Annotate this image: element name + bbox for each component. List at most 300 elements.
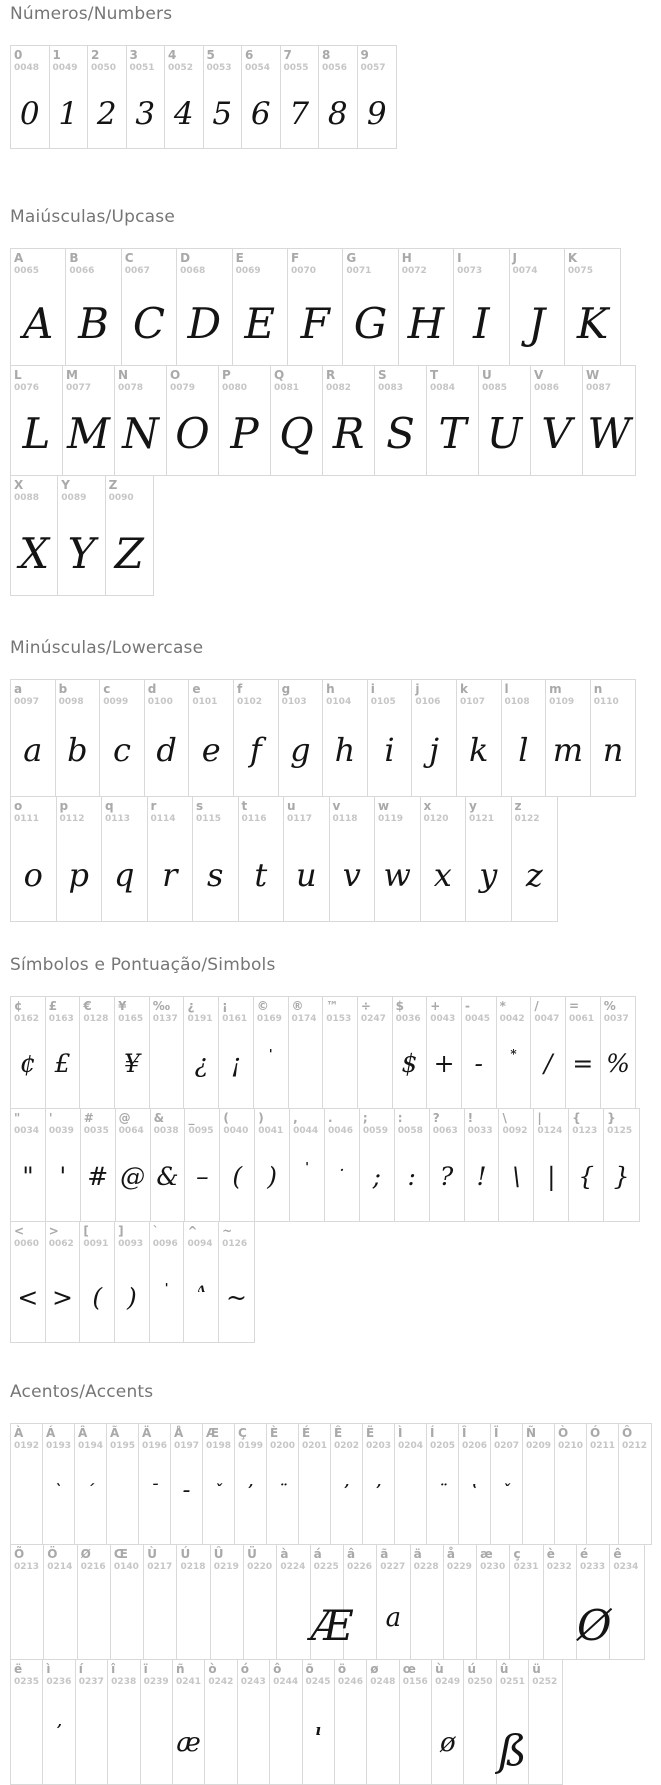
glyph-cell [151, 1109, 186, 1221]
cell-glyph-preview: C [132, 299, 166, 348]
cell-character-label: O [170, 368, 181, 382]
cell-glyph-preview: H [407, 299, 445, 348]
cell-unicode-code: 0101 [192, 697, 218, 707]
cell-unicode-code: 0078 [118, 383, 144, 393]
cell-unicode-code: 0037 [603, 1014, 629, 1024]
glyph-cell [233, 249, 288, 365]
cell-glyph-preview: " [22, 1162, 34, 1191]
cell-glyph-preview: 0 [19, 96, 40, 132]
cell-glyph-preview: £ [54, 1049, 71, 1078]
cell-glyph-preview: ' [59, 1162, 67, 1191]
cell-unicode-code: 0065 [14, 266, 40, 276]
glyph-cell [11, 476, 58, 595]
cell-glyph-preview: 2 [96, 96, 117, 132]
cell-unicode-code: 0104 [326, 697, 352, 707]
glyph-cell [11, 797, 57, 921]
cell-unicode-code: 0250 [467, 1677, 493, 1687]
cell-character-label: H [401, 251, 412, 265]
cell-character-label: Ö [47, 1547, 58, 1561]
cell-character-label: æ [480, 1547, 493, 1561]
cell-unicode-code: 0120 [423, 814, 449, 824]
cell-character-label: P [222, 368, 231, 382]
cell-character-label: ç [513, 1547, 521, 1561]
glyph-cell [619, 1424, 651, 1544]
cell-character-label: ™ [326, 999, 339, 1013]
cell-unicode-code: 0036 [395, 1014, 421, 1024]
cell-glyph-preview: V [541, 409, 572, 458]
glyph-cell [171, 1424, 203, 1544]
glyph-cell [421, 797, 467, 921]
cell-unicode-code: 0202 [334, 1441, 360, 1451]
cell-glyph-preview: ! [476, 1162, 487, 1191]
cell-glyph-preview: z [525, 856, 543, 894]
cell-unicode-code: 0039 [48, 1126, 74, 1136]
cell-character-label: Ã [110, 1426, 120, 1440]
cell-character-label: S [378, 368, 387, 382]
cell-glyph-preview: ¨ [438, 1481, 447, 1499]
cell-glyph-preview: ( [232, 1162, 243, 1191]
glyph-cell [238, 1660, 270, 1784]
cell-character-label: b [58, 682, 68, 696]
glyph-cell [523, 1424, 555, 1544]
cell-character-label: T [430, 368, 439, 382]
glyph-cell [254, 997, 289, 1108]
cell-glyph-preview: 7 [289, 96, 310, 132]
cell-character-label: n [593, 682, 603, 696]
cell-unicode-code: 0048 [14, 63, 40, 73]
cell-glyph-preview: J [528, 299, 546, 348]
cell-glyph-preview: U [486, 409, 523, 458]
cell-unicode-code: 0217 [147, 1562, 173, 1572]
cell-character-label: X [14, 478, 24, 492]
cell-character-label: œ [402, 1662, 416, 1676]
cell-character-label: Ê [334, 1426, 343, 1440]
glyph-cell [330, 797, 376, 921]
glyph-cell [100, 680, 145, 796]
cell-glyph-preview: ~ [225, 1283, 247, 1312]
cell-unicode-code: 0087 [586, 383, 612, 393]
cell-glyph-preview: F [300, 299, 330, 348]
cell-glyph-preview: – [182, 1481, 191, 1499]
cell-character-label: U [482, 368, 492, 382]
cell-unicode-code: 0117 [287, 814, 313, 824]
glyph-cell [303, 1660, 335, 1784]
glyph-cell [499, 1109, 534, 1221]
cell-unicode-code: 0092 [502, 1126, 528, 1136]
glyph-row [10, 248, 621, 366]
cell-character-label: a [14, 682, 23, 696]
glyph-cell [204, 46, 243, 148]
glyph-cell [150, 997, 185, 1108]
cell-character-label: F [290, 251, 300, 265]
cell-unicode-code: 0234 [613, 1562, 639, 1572]
glyph-cell [395, 1109, 430, 1221]
glyph-cell [184, 997, 219, 1108]
cell-unicode-code: 0229 [446, 1562, 472, 1572]
cell-glyph-preview: p [68, 856, 89, 894]
cell-character-label: ) [258, 1111, 264, 1125]
cell-unicode-code: 0249 [435, 1677, 461, 1687]
cell-character-label: Ó [590, 1426, 601, 1440]
cell-character-label: 0 [14, 48, 23, 62]
cell-unicode-code: 0055 [283, 63, 309, 73]
cell-unicode-code: 0044 [293, 1126, 319, 1136]
cell-character-label: ó [240, 1662, 249, 1676]
cell-character-label: R [326, 368, 336, 382]
cell-unicode-code: 0239 [143, 1677, 169, 1687]
glyph-cell [290, 1109, 325, 1221]
cell-glyph-preview: N [122, 409, 159, 458]
cell-character-label: ô [273, 1662, 282, 1676]
glyph-cell [358, 46, 397, 148]
glyph-cell [11, 1222, 46, 1342]
cell-unicode-code: 0041 [258, 1126, 284, 1136]
cell-unicode-code: 0230 [480, 1562, 506, 1572]
glyph-cell [56, 680, 101, 796]
glyph-cell [367, 1660, 399, 1784]
cell-unicode-code: 0063 [432, 1126, 458, 1136]
glyph-cell [81, 1109, 116, 1221]
glyph-cell [63, 366, 115, 475]
glyph-cell [531, 997, 566, 1108]
cell-character-label: 3 [129, 48, 138, 62]
cell-character-label: ì [46, 1662, 51, 1676]
glyph-cell [577, 1545, 610, 1659]
cell-glyph-preview: 9 [366, 96, 387, 132]
glyph-cell [363, 1424, 395, 1544]
cell-character-label: > [48, 1224, 59, 1238]
cell-character-label: É [302, 1426, 311, 1440]
cell-unicode-code: 0140 [113, 1562, 139, 1572]
glyph-cell [50, 46, 89, 148]
cell-character-label: û [499, 1662, 509, 1676]
cell-character-label: Ò [558, 1426, 569, 1440]
cell-character-label: ú [467, 1662, 477, 1676]
cell-glyph-preview: ˉ [150, 1481, 159, 1499]
glyph-cell [66, 249, 121, 365]
cell-character-label: Ü [247, 1547, 257, 1561]
glyph-cell [479, 366, 531, 475]
glyph-cell [411, 1545, 444, 1659]
cell-unicode-code: 0052 [168, 63, 194, 73]
cell-unicode-code: 0198 [206, 1441, 232, 1451]
glyph-cell [277, 1545, 310, 1659]
cell-glyph-preview: u [295, 856, 317, 894]
cell-character-label: Á [46, 1426, 56, 1440]
cell-unicode-code: 0107 [459, 697, 485, 707]
cell-character-label: 5 [206, 48, 215, 62]
cell-unicode-code: 0059 [362, 1126, 388, 1136]
glyph-cell [427, 1424, 459, 1544]
cell-unicode-code: 0126 [222, 1239, 248, 1249]
cell-glyph-preview: a [385, 1603, 402, 1633]
cell-unicode-code: 0115 [196, 814, 222, 824]
cell-unicode-code: 0106 [415, 697, 441, 707]
cell-unicode-code: 0194 [78, 1441, 104, 1451]
cell-character-label: ã [380, 1547, 389, 1561]
glyph-cell [219, 1222, 254, 1342]
glyph-section [10, 1382, 661, 1785]
cell-glyph-preview: < [17, 1283, 39, 1312]
glyph-cell [165, 46, 204, 148]
glyph-cell [454, 249, 509, 365]
cell-character-label: å [446, 1547, 455, 1561]
cell-glyph-preview: ˊ [86, 1481, 95, 1499]
cell-unicode-code: 0169 [256, 1014, 282, 1024]
cell-character-label: Æ [206, 1426, 220, 1440]
cell-unicode-code: 0128 [83, 1014, 109, 1024]
cell-character-label: ï [143, 1662, 148, 1676]
cell-character-label: Û [213, 1547, 224, 1561]
glyph-cell [184, 1222, 219, 1342]
glyph-cell [444, 1545, 477, 1659]
cell-unicode-code: 0220 [247, 1562, 273, 1572]
glyph-cell [512, 797, 558, 921]
cell-character-label: ? [432, 1111, 440, 1125]
cell-unicode-code: 0174 [291, 1014, 317, 1024]
glyph-row [10, 45, 397, 149]
glyph-cell [219, 366, 271, 475]
cell-glyph-preview: ʼ [375, 1481, 382, 1499]
cell-glyph-preview: ʼ [343, 1481, 350, 1499]
glyph-cell [11, 1545, 44, 1659]
glyph-cell [242, 46, 281, 148]
cell-character-label: z [514, 799, 522, 813]
section-title: Acentos/Accents [10, 1382, 154, 1402]
cell-unicode-code: 0061 [569, 1014, 595, 1024]
section-title: Números/Numbers [10, 4, 173, 24]
glyph-cell [255, 1109, 290, 1221]
cell-glyph-preview: o [23, 856, 43, 894]
glyph-row [10, 1544, 645, 1660]
cell-glyph-preview: ß [498, 1726, 527, 1775]
cell-unicode-code: 0062 [48, 1239, 74, 1249]
cell-unicode-code: 0195 [110, 1441, 136, 1451]
cell-unicode-code: 0121 [469, 814, 495, 824]
cell-glyph-preview: ʽ [471, 1481, 478, 1499]
cell-unicode-code: 0210 [558, 1441, 584, 1451]
cell-glyph-preview: ? [439, 1162, 454, 1191]
cell-glyph-preview: x [433, 856, 452, 894]
glyph-cell [11, 249, 66, 365]
cell-glyph-preview: E [244, 299, 276, 348]
cell-character-label: W [586, 368, 600, 382]
glyph-cell [145, 680, 190, 796]
glyph-cell [244, 1545, 277, 1659]
cell-character-label: j [415, 682, 420, 696]
cell-unicode-code: 0084 [430, 383, 456, 393]
glyph-cell [111, 1545, 144, 1659]
cell-character-label: í [78, 1662, 83, 1676]
cell-unicode-code: 0118 [332, 814, 358, 824]
cell-character-label: | [537, 1111, 542, 1125]
cell-character-label: Ä [142, 1426, 152, 1440]
glyph-grid [10, 45, 661, 149]
cell-character-label: é [580, 1547, 589, 1561]
cell-unicode-code: 0211 [590, 1441, 616, 1451]
cell-glyph-preview: : [407, 1162, 416, 1191]
cell-character-label: Z [108, 478, 118, 492]
cell-character-label: ~ [222, 1224, 233, 1238]
cell-glyph-preview: & [156, 1162, 179, 1191]
cell-unicode-code: 0162 [14, 1014, 40, 1024]
cell-unicode-code: 0035 [83, 1126, 109, 1136]
cell-unicode-code: 0226 [346, 1562, 373, 1572]
cell-unicode-code: 0216 [80, 1562, 106, 1572]
glyph-cell [211, 1545, 244, 1659]
cell-character-label: Ï [494, 1426, 499, 1440]
glyph-cell [46, 997, 81, 1108]
cell-unicode-code: 0073 [457, 266, 483, 276]
cell-character-label: ^ [187, 1224, 198, 1238]
cell-character-label: Ù [147, 1547, 157, 1561]
cell-glyph-preview: W [587, 409, 631, 458]
glyph-row [10, 475, 154, 596]
cell-glyph-preview: v [342, 856, 361, 894]
cell-unicode-code: 0057 [360, 63, 386, 73]
glyph-cell [167, 366, 219, 475]
cell-glyph-preview: 3 [135, 96, 156, 132]
cell-character-label: J [512, 251, 517, 265]
cell-unicode-code: 0085 [482, 383, 508, 393]
cell-character-label: \ [502, 1111, 507, 1125]
cell-unicode-code: 0105 [370, 697, 396, 707]
cell-unicode-code: 0100 [147, 697, 173, 707]
cell-character-label: + [430, 999, 441, 1013]
cell-glyph-preview: K [576, 299, 609, 348]
cell-character-label: Ô [622, 1426, 633, 1440]
cell-unicode-code: 0096 [152, 1239, 178, 1249]
cell-character-label: f [236, 682, 243, 696]
cell-glyph-preview: a [23, 731, 43, 769]
cell-unicode-code: 0218 [180, 1562, 206, 1572]
glyph-cell [150, 1222, 185, 1342]
cell-glyph-preview: w [383, 856, 411, 894]
cell-unicode-code: 0124 [537, 1126, 563, 1136]
glyph-cell [234, 680, 279, 796]
cell-unicode-code: 0076 [14, 383, 40, 393]
glyph-cell [555, 1424, 587, 1544]
cell-unicode-code: 0196 [142, 1441, 168, 1451]
glyph-cell [46, 1222, 81, 1342]
cell-glyph-preview: M [66, 409, 110, 458]
cell-unicode-code: 0153 [326, 1014, 352, 1024]
glyph-cell [427, 366, 479, 475]
cell-unicode-code: 0054 [245, 63, 271, 73]
glyph-cell [432, 1660, 464, 1784]
cell-unicode-code: 0193 [46, 1441, 72, 1451]
cell-character-label: Ñ [526, 1426, 537, 1440]
cell-character-label: Í [430, 1426, 435, 1440]
cell-character-label: ‰ [152, 999, 171, 1013]
glyph-cell [11, 1660, 43, 1784]
cell-glyph-preview: O [175, 409, 210, 458]
glyph-cell [11, 1109, 46, 1221]
glyph-cell [395, 1424, 427, 1544]
cell-unicode-code: 0214 [47, 1562, 73, 1572]
glyph-section [10, 638, 661, 922]
glyph-cell [497, 997, 532, 1108]
cell-character-label: r [150, 799, 157, 813]
cell-unicode-code: 0243 [240, 1677, 266, 1687]
glyph-cell [76, 1660, 108, 1784]
cell-character-label: Y [61, 478, 70, 492]
glyph-cell [375, 366, 427, 475]
glyph-row [10, 1659, 563, 1785]
cell-unicode-code: 0209 [526, 1441, 552, 1451]
cell-glyph-preview: y [479, 856, 498, 894]
cell-unicode-code: 0212 [622, 1441, 648, 1451]
cell-glyph-preview: \ [512, 1162, 521, 1191]
cell-unicode-code: 0228 [413, 1562, 439, 1572]
glyph-cell [610, 1545, 643, 1659]
cell-unicode-code: 0247 [360, 1014, 386, 1024]
cell-glyph-preview: ˋ [54, 1481, 63, 1499]
cell-unicode-code: 0056 [322, 63, 348, 73]
glyph-cell [115, 1222, 150, 1342]
glyph-cell [144, 1545, 177, 1659]
cell-unicode-code: 0219 [213, 1562, 239, 1572]
cell-character-label: t [241, 799, 248, 813]
section-title: Símbolos e Pontuação/Simbols [10, 955, 276, 975]
glyph-cell [491, 1424, 523, 1544]
cell-glyph-preview: s [207, 856, 224, 894]
cell-glyph-preview: i [384, 731, 395, 769]
cell-unicode-code: 0070 [290, 266, 317, 276]
cell-glyph-preview: ' [268, 1047, 273, 1061]
cell-character-label: K [567, 251, 578, 265]
cell-character-label: ë [14, 1662, 23, 1676]
cell-unicode-code: 0119 [378, 814, 404, 824]
cell-unicode-code: 0060 [14, 1239, 40, 1249]
cell-unicode-code: 0066 [69, 266, 95, 276]
glyph-cell [427, 997, 462, 1108]
glyph-cell [531, 366, 583, 475]
glyph-row [10, 996, 636, 1109]
glyph-section [10, 955, 661, 1343]
cell-glyph-preview: r [162, 856, 178, 894]
cell-unicode-code: 0248 [370, 1677, 396, 1687]
cell-unicode-code: 0050 [91, 63, 117, 73]
glyph-cell [279, 680, 324, 796]
cell-glyph-preview: ' [305, 1160, 309, 1174]
glyph-cell [459, 1424, 491, 1544]
cell-glyph-preview: q [114, 856, 135, 894]
glyph-cell [343, 249, 398, 365]
cell-character-label: ñ [175, 1662, 185, 1676]
cell-glyph-preview: h [334, 731, 356, 769]
cell-unicode-code: 0058 [397, 1126, 423, 1136]
cell-glyph-preview: | [547, 1162, 556, 1191]
glyph-grid [10, 679, 661, 922]
cell-unicode-code: 0112 [59, 814, 85, 824]
glyph-cell [399, 249, 454, 365]
glyph-cell [360, 1109, 395, 1221]
cell-character-label: Â [78, 1426, 88, 1440]
cell-glyph-preview: ¡ [230, 1049, 241, 1078]
cell-glyph-preview: – [196, 1162, 209, 1191]
glyph-cell [189, 680, 234, 796]
glyph-cell [267, 1424, 299, 1544]
cell-unicode-code: 0086 [534, 383, 560, 393]
glyph-cell [591, 680, 636, 796]
cell-glyph-preview: B [78, 299, 110, 348]
cell-unicode-code: 0213 [14, 1562, 40, 1572]
glyph-cell [281, 46, 320, 148]
cell-unicode-code: 0163 [48, 1014, 74, 1024]
glyph-cell [75, 1424, 107, 1544]
glyph-cell [11, 1424, 43, 1544]
